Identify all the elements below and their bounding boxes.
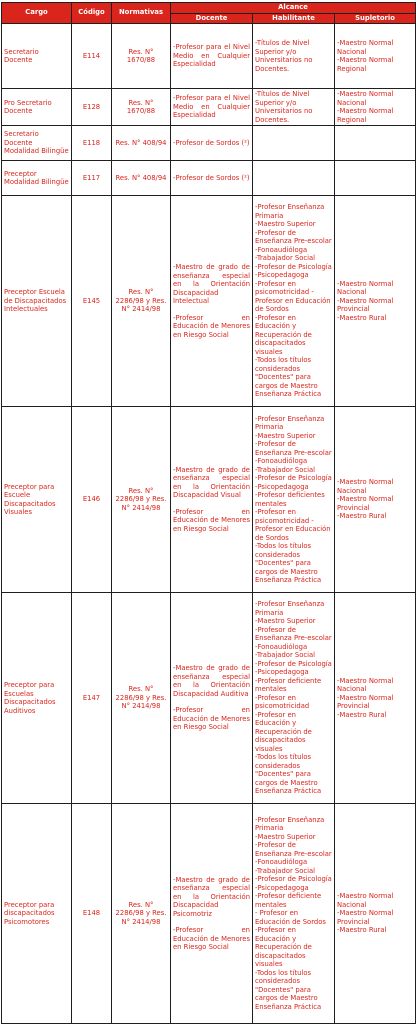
supletorio-cell: [335, 196, 416, 407]
cargo-cell-text: Preceptor para discapacitados Psicomotores: [4, 900, 55, 926]
habilitante-cell-item: -Profesor en psicomotricidad - Profesor en Educación de Sordos: [255, 508, 331, 542]
docente-cell-item: -Profesor en Educación de Menores en Riesgo Social: [173, 313, 250, 339]
supletorio-cell: [335, 126, 416, 161]
habilitante-cell-item: -Profesor Enseñanza Primaria: [255, 815, 325, 833]
cargo-cell-text: Preceptor Escuela de Discapacitados Intelectuales: [4, 288, 67, 314]
habilitante-cell-item: -Psicopedagoga: [255, 668, 309, 677]
header-normativas: Normativas: [112, 3, 171, 24]
habilitante-cell-item: -Títulos de Nivel Superior y/o Universitarios no Docentes.: [255, 90, 313, 124]
habilitante-cell-item: -Profesor de Enseñanza Pre-escolar: [255, 625, 332, 643]
spacer: [173, 500, 250, 508]
supletorio-cell: [335, 161, 416, 196]
docente-cell: [171, 89, 253, 126]
cargo-cell: [2, 161, 72, 196]
supletorio-cell: [335, 24, 416, 89]
normativas-cell: [112, 196, 171, 407]
codigo-cell-text: E147: [82, 693, 101, 702]
cargo-cell: [2, 593, 72, 804]
normativas-cell-text: Res. N° 2286/98 y Res. N° 2414/98: [115, 486, 167, 512]
cargo-cell-text: Preceptor para Escuelas Discapacitados Auditivos: [4, 681, 56, 715]
habilitante-cell-item: -Todos los títulos considerados "Docentes" para cargos de Maestro Enseñanza Práctica: [255, 753, 322, 796]
cargo-cell: [2, 89, 72, 126]
habilitante-cell-item: -Maestro Superior: [255, 832, 316, 841]
table-row: [2, 407, 416, 593]
habilitante-cell: [253, 161, 335, 196]
docente-cell-item: -Maestro de grado de enseñanza especial en la Orientación Discapacidad Visual: [173, 465, 250, 500]
supletorio-cell-item: -Maestro Normal Nacional: [337, 676, 394, 694]
supletorio-cell-item: -Maestro Rural: [337, 313, 387, 322]
habilitante-cell-item: -Fonoaudióloga: [255, 642, 308, 651]
spacer: [173, 306, 250, 314]
habilitante-cell-item: -Profesor de Enseñanza Pre-escolar: [255, 841, 332, 858]
habilitante-cell: [253, 126, 335, 161]
table-row: [2, 593, 416, 804]
normativas-cell-text: Res. N° 1670/88: [126, 98, 156, 115]
cargo-cell-text: Pro Secretario Docente: [4, 98, 52, 115]
cargo-cell: [2, 126, 72, 161]
habilitante-cell-item: -Maestro Superior: [255, 617, 316, 626]
habilitante-cell-item: -Todos los títulos considerados "Docentes" para cargos de Maestro Enseñanza Práctica: [255, 356, 322, 399]
docente-cell: [171, 593, 253, 804]
supletorio-cell-item: -Maestro Normal Nacional: [337, 39, 394, 56]
supletorio-cell-item: -Maestro Normal Regional: [337, 107, 394, 124]
header-docente: Docente: [171, 14, 253, 24]
docente-cell-item: -Maestro de grado de enseñanza especial en la Orientación Discapacidad Psicomotriz: [173, 875, 250, 918]
habilitante-cell-item: -Psicopedagoga: [255, 482, 309, 491]
docente-cell-item: -Profesor de Sordos (²): [173, 138, 250, 147]
supletorio-cell-item: -Maestro Normal Nacional: [337, 478, 394, 495]
codigo-cell: [72, 161, 112, 196]
supletorio-cell-item: -Maestro Normal Provincial: [337, 909, 394, 926]
codigo-cell-text: E128: [82, 102, 101, 111]
habilitante-cell-item: -Psicopedagoga: [255, 271, 309, 280]
header-habilitante: Habilitante: [253, 14, 335, 24]
codigo-cell: [72, 24, 112, 89]
normativas-cell: [112, 161, 171, 196]
docente-cell-item: -Profesor para el Nivel Medio en Cualquier Especialidad: [173, 94, 250, 120]
normativas-cell: [112, 24, 171, 89]
habilitante-cell: [253, 407, 335, 593]
docente-cell-item: -Profesor para el Nivel Medio en Cualquier Especialidad: [173, 43, 250, 69]
cargo-cell-text: Preceptor para Escuele Discapacitados Visuales: [4, 482, 56, 516]
codigo-cell-text: E114: [82, 51, 101, 60]
cargo-cell: [2, 407, 72, 593]
codigo-cell-text: E146: [82, 495, 101, 504]
codigo-cell: [72, 196, 112, 407]
supletorio-cell-item: -Maestro Normal Nacional: [337, 90, 394, 107]
supletorio-cell-item: -Maestro Normal Provincial: [337, 693, 394, 711]
normativas-cell: [112, 126, 171, 161]
codigo-cell-text: E118: [82, 138, 101, 147]
supletorio-cell-item: -Maestro Normal Nacional: [337, 279, 394, 297]
docente-cell: [171, 161, 253, 196]
habilitante-cell-item: -Profesor deficiente mentales: [255, 676, 322, 694]
table-row: [2, 126, 416, 161]
table-row: [2, 89, 416, 126]
habilitante-cell: [253, 89, 335, 126]
table-row: [2, 161, 416, 196]
habilitante-cell-item: -Profesor deficiente mentales: [255, 892, 322, 909]
habilitante-cell-item: -Profesor en Educación y Recuperación de discapacitados visuales: [255, 313, 312, 356]
supletorio-cell: [335, 593, 416, 804]
habilitante-cell-item: -Maestro Superior: [255, 431, 316, 440]
habilitante-cell-item: -Profesor de Psicología: [255, 875, 332, 884]
normativas-cell: [112, 89, 171, 126]
normativas-cell-text: Res. N° 2286/98 y Res. N° 2414/98: [115, 288, 167, 314]
docente-cell: [171, 126, 253, 161]
cargo-cell-text: Preceptor Modalidad Bilingüe: [4, 169, 69, 186]
cargo-cell: [2, 24, 72, 89]
header-alcance: Alcance: [171, 3, 416, 14]
supletorio-cell-item: -Maestro Rural: [337, 512, 387, 521]
habilitante-cell-item: -Trabajador Social: [255, 465, 316, 474]
normativas-cell-text: Res. N° 1670/88: [126, 47, 156, 64]
supletorio-cell: [335, 804, 416, 1024]
habilitante-cell-item: -Profesor Enseñanza Primaria: [255, 600, 325, 617]
cargo-cell-text: Secretario Docente: [4, 47, 39, 64]
habilitante-cell-item: -Psicopedagoga: [255, 883, 309, 892]
docente-cell-item: -Profesor en Educación de Menores en Riesgo Social: [173, 507, 250, 533]
normativas-cell-text: Res. N° 2286/98 y Res. N° 2414/98: [115, 900, 167, 926]
supletorio-cell-item: -Maestro Normal Regional: [337, 56, 394, 73]
habilitante-cell-item: -Todos los títulos considerados "Docentes" para cargos de Maestro Enseñanza Práctica: [255, 968, 322, 1011]
codigo-cell: [72, 407, 112, 593]
normativas-cell-text: Res. N° 408/94: [115, 138, 167, 147]
habilitante-cell-item: -Todos los títulos considerados "Docentes" para cargos de Maestro Enseñanza Práctica: [255, 542, 322, 584]
table-row: [2, 24, 416, 89]
supletorio-cell-item: -Maestro Normal Nacional: [337, 892, 394, 909]
normativas-cell: [112, 407, 171, 593]
docente-cell-item: -Profesor en Educación de Menores en Riesgo Social: [173, 926, 250, 951]
habilitante-cell-item: -Trabajador Social: [255, 254, 316, 263]
habilitante-cell-item: -Fonoaudióloga: [255, 245, 308, 254]
habilitante-cell-item: -Profesor en Educación y Recuperación de discapacitados visuales: [255, 710, 312, 753]
habilitante-cell-item: -Profesor deficientes mentales: [255, 491, 325, 508]
supletorio-cell: [335, 89, 416, 126]
habilitante-cell-item: -Trabajador Social: [255, 866, 316, 875]
codigo-cell: [72, 126, 112, 161]
table-row: [2, 804, 416, 1024]
docente-cell-item: -Profesor de Sordos (²): [173, 173, 250, 182]
codigo-cell-text: E117: [82, 173, 101, 182]
habilitante-cell-item: -Fonoaudióloga: [255, 457, 308, 465]
habilitante-cell-item: -Profesor de Enseñanza Pre-escolar: [255, 440, 332, 457]
docente-cell: [171, 24, 253, 89]
supletorio-cell-item: -Maestro Normal Provincial: [337, 296, 394, 314]
supletorio-cell-item: -Maestro Rural: [337, 710, 387, 719]
habilitante-cell: [253, 593, 335, 804]
supletorio-cell-item: -Maestro Normal Provincial: [337, 495, 394, 512]
habilitante-cell-item: - Profesor en Educación de Sordos: [255, 909, 326, 926]
spacer: [173, 698, 250, 706]
habilitante-cell-item: -Profesor de Psicología: [255, 262, 332, 271]
supletorio-cell: [335, 407, 416, 593]
habilitante-cell-item: -Profesor en psicomotricidad: [255, 693, 310, 711]
docente-cell: [171, 804, 253, 1024]
table-row: [2, 196, 416, 407]
habilitante-cell-item: -Maestro Superior: [255, 220, 316, 229]
codigo-cell: [72, 593, 112, 804]
normativas-cell-text: Res. N° 2286/98 y Res. N° 2414/98: [115, 685, 167, 711]
cargo-cell: [2, 804, 72, 1024]
cargo-cell: [2, 196, 72, 407]
header-codigo: Código: [72, 3, 112, 24]
normativas-cell: [112, 804, 171, 1024]
habilitante-cell-item: -Profesor de Enseñanza Pre-escolar: [255, 228, 332, 246]
codigo-cell: [72, 804, 112, 1024]
codigo-cell-text: E145: [82, 296, 101, 305]
docente-cell: [171, 196, 253, 407]
habilitante-cell: [253, 804, 335, 1024]
normativas-cell: [112, 593, 171, 804]
cargo-cell-text: Secretario Docente Modalidad Bilingüe: [4, 130, 69, 156]
docente-cell-item: -Maestro de grado de enseñanza especial en la Orientación Discapacidad Auditiva: [173, 664, 250, 698]
habilitante-cell-item: -Profesor en Educación y Recuperación de discapacitados visuales: [255, 926, 312, 969]
habilitante-cell-item: -Fonoaudióloga: [255, 858, 308, 867]
table-body: [2, 24, 416, 1024]
habilitante-cell-item: -Profesor Enseñanza Primaria: [255, 414, 325, 431]
header-supletorio: Supletorio: [335, 14, 416, 24]
habilitante-cell-item: -Profesor de Psicología: [255, 659, 332, 668]
titles-table: [1, 2, 416, 1024]
spacer: [173, 918, 250, 926]
habilitante-cell-item: -Títulos de Nivel Superior y/o Universitarios no Docentes.: [255, 39, 313, 73]
habilitante-cell-item: -Profesor Enseñanza Primaria: [255, 203, 325, 220]
codigo-cell: [72, 89, 112, 126]
docente-cell-item: -Profesor en Educación de Menores en Riesgo Social: [173, 706, 250, 732]
habilitante-cell-item: -Trabajador Social: [255, 651, 316, 660]
habilitante-cell-item: -Profesor en psicomotricidad - Profesor en Educación de Sordos: [255, 279, 331, 314]
habilitante-cell: [253, 196, 335, 407]
normativas-cell-text: Res. N° 408/94: [115, 173, 167, 182]
codigo-cell-text: E148: [82, 909, 101, 918]
docente-cell: [171, 407, 253, 593]
habilitante-cell-item: -Profesor de Psicología: [255, 474, 332, 482]
habilitante-cell: [253, 24, 335, 89]
docente-cell-item: -Maestro de grado de enseñanza especial en la Orientación Discapacidad Intelectual: [173, 263, 250, 305]
header-cargo: Cargo: [2, 3, 72, 24]
supletorio-cell-item: -Maestro Rural: [337, 926, 387, 935]
